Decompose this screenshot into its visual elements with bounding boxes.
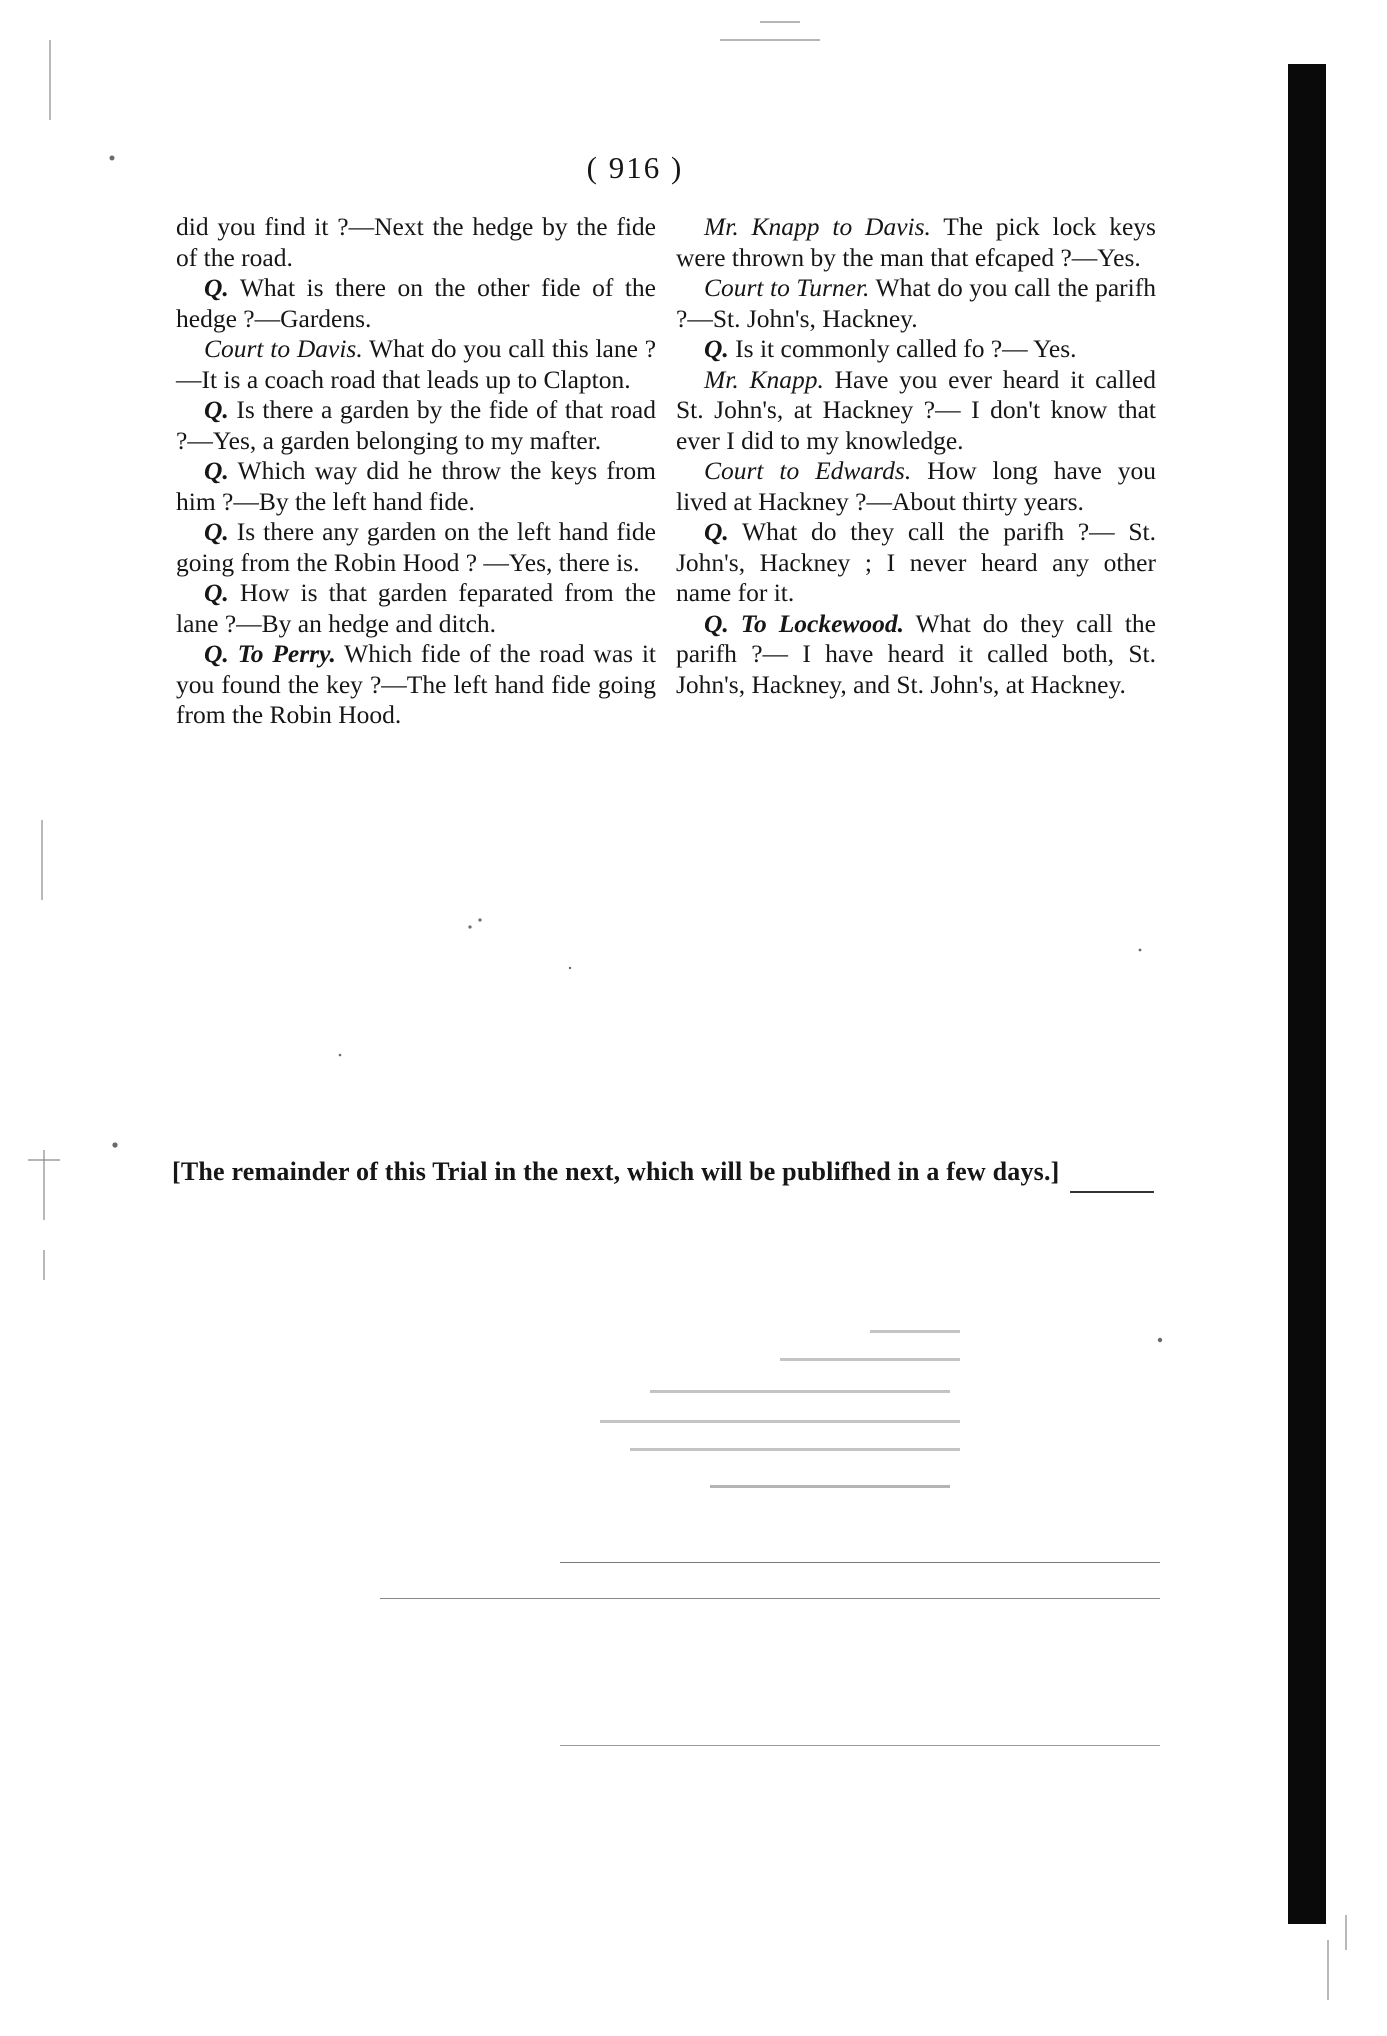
paragraph bbox=[676, 456, 1156, 517]
paragraph-text: What is there on the other fide of the hedge ?—Gardens. bbox=[176, 273, 656, 333]
paragraph-text: The pick lock keys were thrown by the man that efcaped ?—Yes. bbox=[676, 212, 1156, 272]
paragraph-text: What do they call the parifh ?— St. John's, Hackney ; I never heard any other name for it. bbox=[676, 517, 1156, 607]
paragraph bbox=[176, 334, 656, 395]
left-column bbox=[176, 212, 656, 731]
paragraph-lead: Court to Edwards. bbox=[704, 456, 912, 485]
paragraph bbox=[676, 365, 1156, 457]
paragraph-lead: Q. bbox=[704, 517, 729, 546]
notice-underline bbox=[1070, 1191, 1154, 1193]
paragraph-text: did you find it ?—Next the hedge by the fide of the road. bbox=[176, 212, 656, 272]
show-through-bleed bbox=[590, 1320, 1150, 1510]
paragraph bbox=[676, 273, 1156, 334]
paragraph-lead: Mr. Knapp to Davis. bbox=[704, 212, 931, 241]
paragraph bbox=[176, 639, 656, 731]
paragraph-lead: Q. bbox=[204, 517, 229, 546]
paragraph-text: What do you call the parifh ?—St. John's, Hackney. bbox=[676, 273, 1156, 333]
paragraph-text: What do you call this lane ?—It is a coach road that leads up to Clapton. bbox=[176, 334, 657, 394]
paragraph bbox=[676, 334, 1156, 365]
paragraph-lead: Q. To Perry. bbox=[204, 639, 336, 668]
paragraph-text: Is there any garden on the left hand fide going from the Robin Hood ? —Yes, there is. bbox=[176, 517, 656, 577]
paragraph bbox=[676, 212, 1156, 273]
paragraph bbox=[676, 609, 1156, 701]
paragraph bbox=[176, 517, 656, 578]
bleed-rule bbox=[560, 1562, 1160, 1563]
paragraph bbox=[176, 273, 656, 334]
bleed-rule bbox=[560, 1745, 1160, 1746]
paragraph bbox=[176, 456, 656, 517]
continuation-notice: [The remainder of this Trial in the next, which will be publifhed in a few days.] bbox=[172, 1157, 1060, 1186]
paragraph-lead: Q. bbox=[204, 273, 229, 302]
paragraph bbox=[176, 212, 656, 273]
page-number: ( 916 ) bbox=[586, 150, 684, 185]
paragraph-text: Which fide of the road was it you found the key ?—The left hand fide going from the Robin Hood. bbox=[176, 639, 657, 729]
paragraph-text: How is that garden feparated from the lane ?—By an hedge and ditch. bbox=[176, 578, 656, 638]
paragraph bbox=[676, 517, 1156, 609]
paragraph-lead: Mr. Knapp. bbox=[704, 364, 824, 394]
paragraph bbox=[176, 578, 656, 639]
paragraph bbox=[176, 395, 656, 456]
right-column bbox=[676, 212, 1156, 700]
paragraph-text: How long have you lived at Hackney ?—About thirty years. bbox=[676, 456, 1156, 516]
bleed-rule bbox=[380, 1598, 1160, 1599]
paragraph-text: Is it commonly called fo ?— Yes. bbox=[728, 334, 1077, 363]
page-edge-shadow bbox=[1288, 64, 1326, 1924]
paragraph-text: Which way did he throw the keys from him ?—By the left hand fide. bbox=[176, 456, 656, 516]
paragraph-text: Have you ever heard it called St. John's, at Hackney ?— I don't know that ever I did to my knowledge. bbox=[676, 364, 1156, 455]
paragraph-lead: Court to Davis. bbox=[204, 334, 363, 363]
paragraph-lead: Q. bbox=[704, 334, 729, 363]
paragraph-lead: Court to Turner. bbox=[704, 273, 870, 302]
paragraph-lead: Q. bbox=[204, 456, 229, 485]
paragraph-lead: Q. bbox=[204, 578, 229, 607]
paragraph-lead: Q. To Lockewood. bbox=[704, 608, 905, 638]
paragraph-text: What do they call the parifh ?— I have heard it called both, St. John's, Hackney, and St. John's, at Hackney. bbox=[676, 608, 1157, 699]
paragraph-text: Is there a garden by the fide of that road ?—Yes, a garden belonging to my mafter. bbox=[176, 395, 656, 455]
paragraph-lead: Q. bbox=[204, 395, 229, 424]
